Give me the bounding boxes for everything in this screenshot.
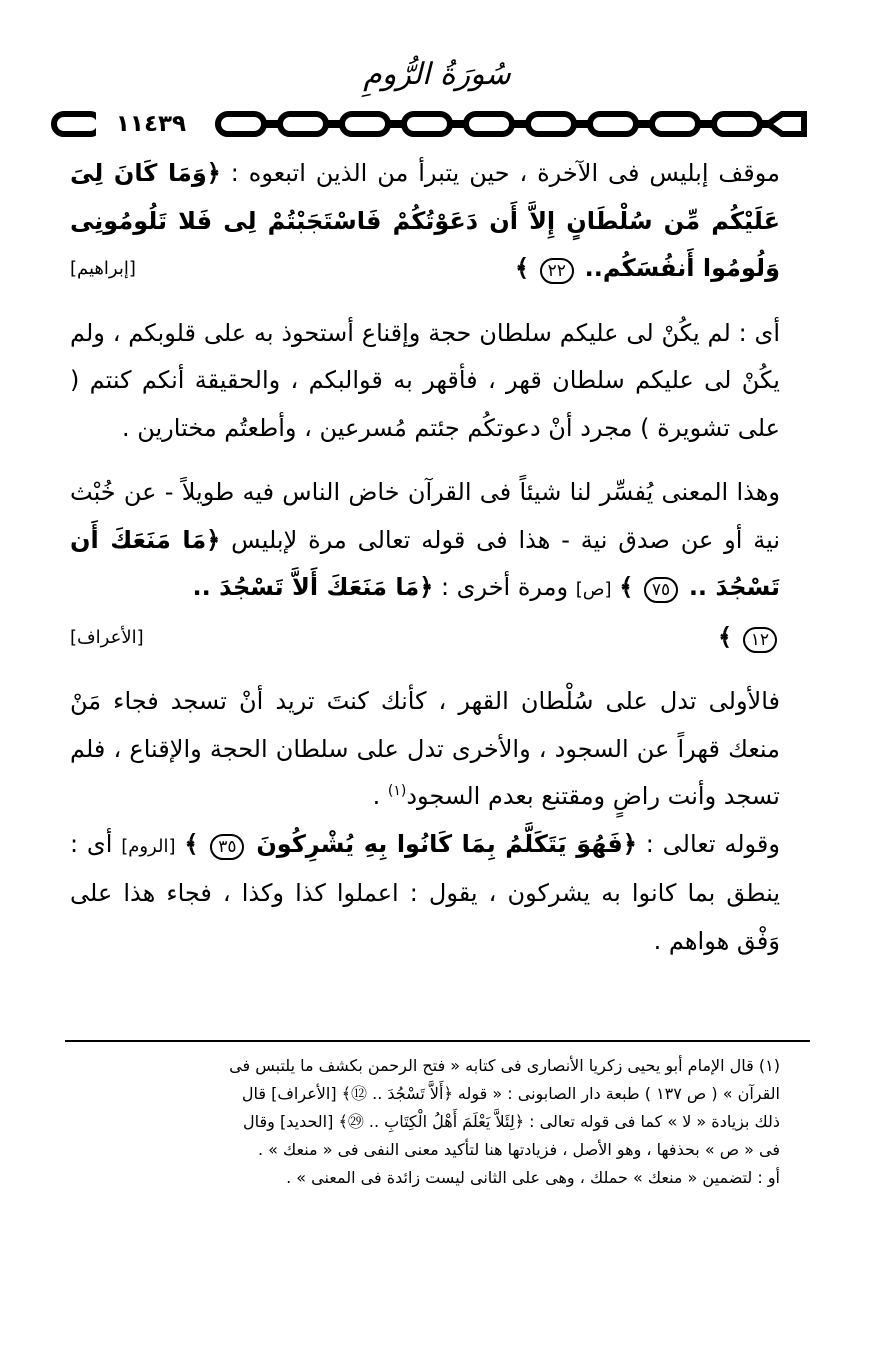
main-text [70, 150, 780, 965]
verse-close-bracket: ﴾ [184, 829, 199, 858]
page-number: ١١٤٣٩ [96, 106, 206, 142]
surah-reference: [الروم] [121, 835, 176, 857]
ayah-number-badge: ٣٥ [210, 834, 244, 860]
quran-verse: ﴿مَا مَنَعَكَ أَلاَّ تَسْجُدَ .. [192, 573, 434, 601]
footnote-line: فى « ص » بحذفها ، وهو الأصل ، فزيادتها هنا لتأكيد معنى النفى فى « منعك » . [257, 1140, 780, 1159]
paragraph-iblis-verse [70, 150, 780, 293]
ayah-number-badge: ١٢ [743, 627, 777, 653]
paragraph-sultan-meaning [70, 678, 780, 821]
verse-close-bracket: ﴾ [718, 622, 733, 651]
footnote [68, 1052, 780, 1192]
ayah-number-badge: ٢٢ [540, 258, 574, 284]
paragraph-explanation: أى : لم يكُنْ لى عليكم سلطان حجة وإقناع أستحوذ به على قلوبكم ، ولم يكُنْ لى عليكم سلطان قهر ، فأقهر به قوالبكم ، والحقيقة أنكم كنتم ( على تشويرة ) مجرد أنْ دعوتكُم جئتم مُسرعين ، وأطعتُم مختارين . [70, 318, 780, 442]
footnote-line: ذلك بزيادة « لا » كما فى قوله تعالى : ﴿لِئَلاَّ يَعْلَمَ أَهْلُ الْكِتَابِ .. ㉙﴾ [الحديد] وقال [243, 1112, 780, 1131]
paragraph-text: أى : ينطق بما كانوا به يشركون ، يقول : اعملوا كذا وكذا ، فجاء هذا على وَفْق هواهم . [70, 829, 780, 955]
paragraph-text: ومرة أخرى : [440, 573, 569, 601]
footnote-marker[interactable]: (١) [387, 783, 407, 799]
paragraph-end: . [372, 782, 388, 810]
verse-close-bracket: ﴾ [619, 573, 634, 601]
paragraph-text: فالأولى تدل على سُلْطان القهر ، كأنك كنتَ تريد أنْ تسجد فجاء مَنْ منعك قهراً عن السجود ، والأخرى تدل على سلطان الحجة والإقناع ، فلم تسجد وأنت راضٍ ومقتنع بعدم السجود [70, 687, 780, 810]
verse-close-bracket: ﴾ [514, 254, 530, 282]
quran-verse: ﴿فَهُوَ يَتَكَلَّمُ بِمَا كَانُوا بِهِ يُشْرِكُونَ [256, 829, 637, 858]
footnote-divider [65, 1040, 810, 1042]
paragraph-text: موقف إبليس فى الآخرة ، حين يتبرأ من الذين اتبعوه : [230, 159, 780, 187]
footnote-line: أو : لتضمين « منعك » حملك ، وهى على الثانى ليست زائدة فى المعنى » . [286, 1168, 780, 1187]
quran-verse: ﴿وَمَا كَانَ لِىَ عَلَيْكُم مِّن سُلْطَانٍ إِلاَّ أَن دَعَوْتُكُمْ فَاسْتَجَبْتُمْ لِى فَلا تَلُومُونِى وَلُومُوا أَنفُسَكُم.. [70, 159, 780, 282]
surah-title: سُورَةُ الرُّومِ [363, 57, 511, 92]
paragraph-text: وهذا المعنى يُفسِّر لنا شيئاً فى القرآن خاض الناس فيه طويلاً - عن خُبْث نية أو عن صدق نية - هذا فى قوله تعالى مرة لإبليس [70, 478, 780, 554]
surah-reference: [ص] [575, 579, 612, 600]
surah-reference: [إبراهيم] [70, 258, 136, 279]
ayah-number-badge: ٧٥ [644, 577, 678, 603]
quran-verse: ﴿مَا مَنَعَكَ أَن تَسْجُدَ .. [70, 525, 780, 601]
footnote-line: القرآن » ( ص ١٣٧ ) طبعة دار الصابونى : « قوله ﴿أَلاَّ تَسْجُدَ .. ⑫﴾ [الأعراف] قال [241, 1084, 780, 1103]
paragraph-rum-verse [70, 821, 780, 966]
surah-reference: [الأعراف] [70, 626, 144, 648]
paragraph-text: وقوله تعالى : [645, 829, 780, 858]
paragraph-two-verses [70, 469, 780, 661]
footnote-line: (١) قال الإمام أبو يحيى زكريا الأنصارى فى كتابه « فتح الرحمن بكشف ما يلتبس فى [229, 1056, 780, 1075]
